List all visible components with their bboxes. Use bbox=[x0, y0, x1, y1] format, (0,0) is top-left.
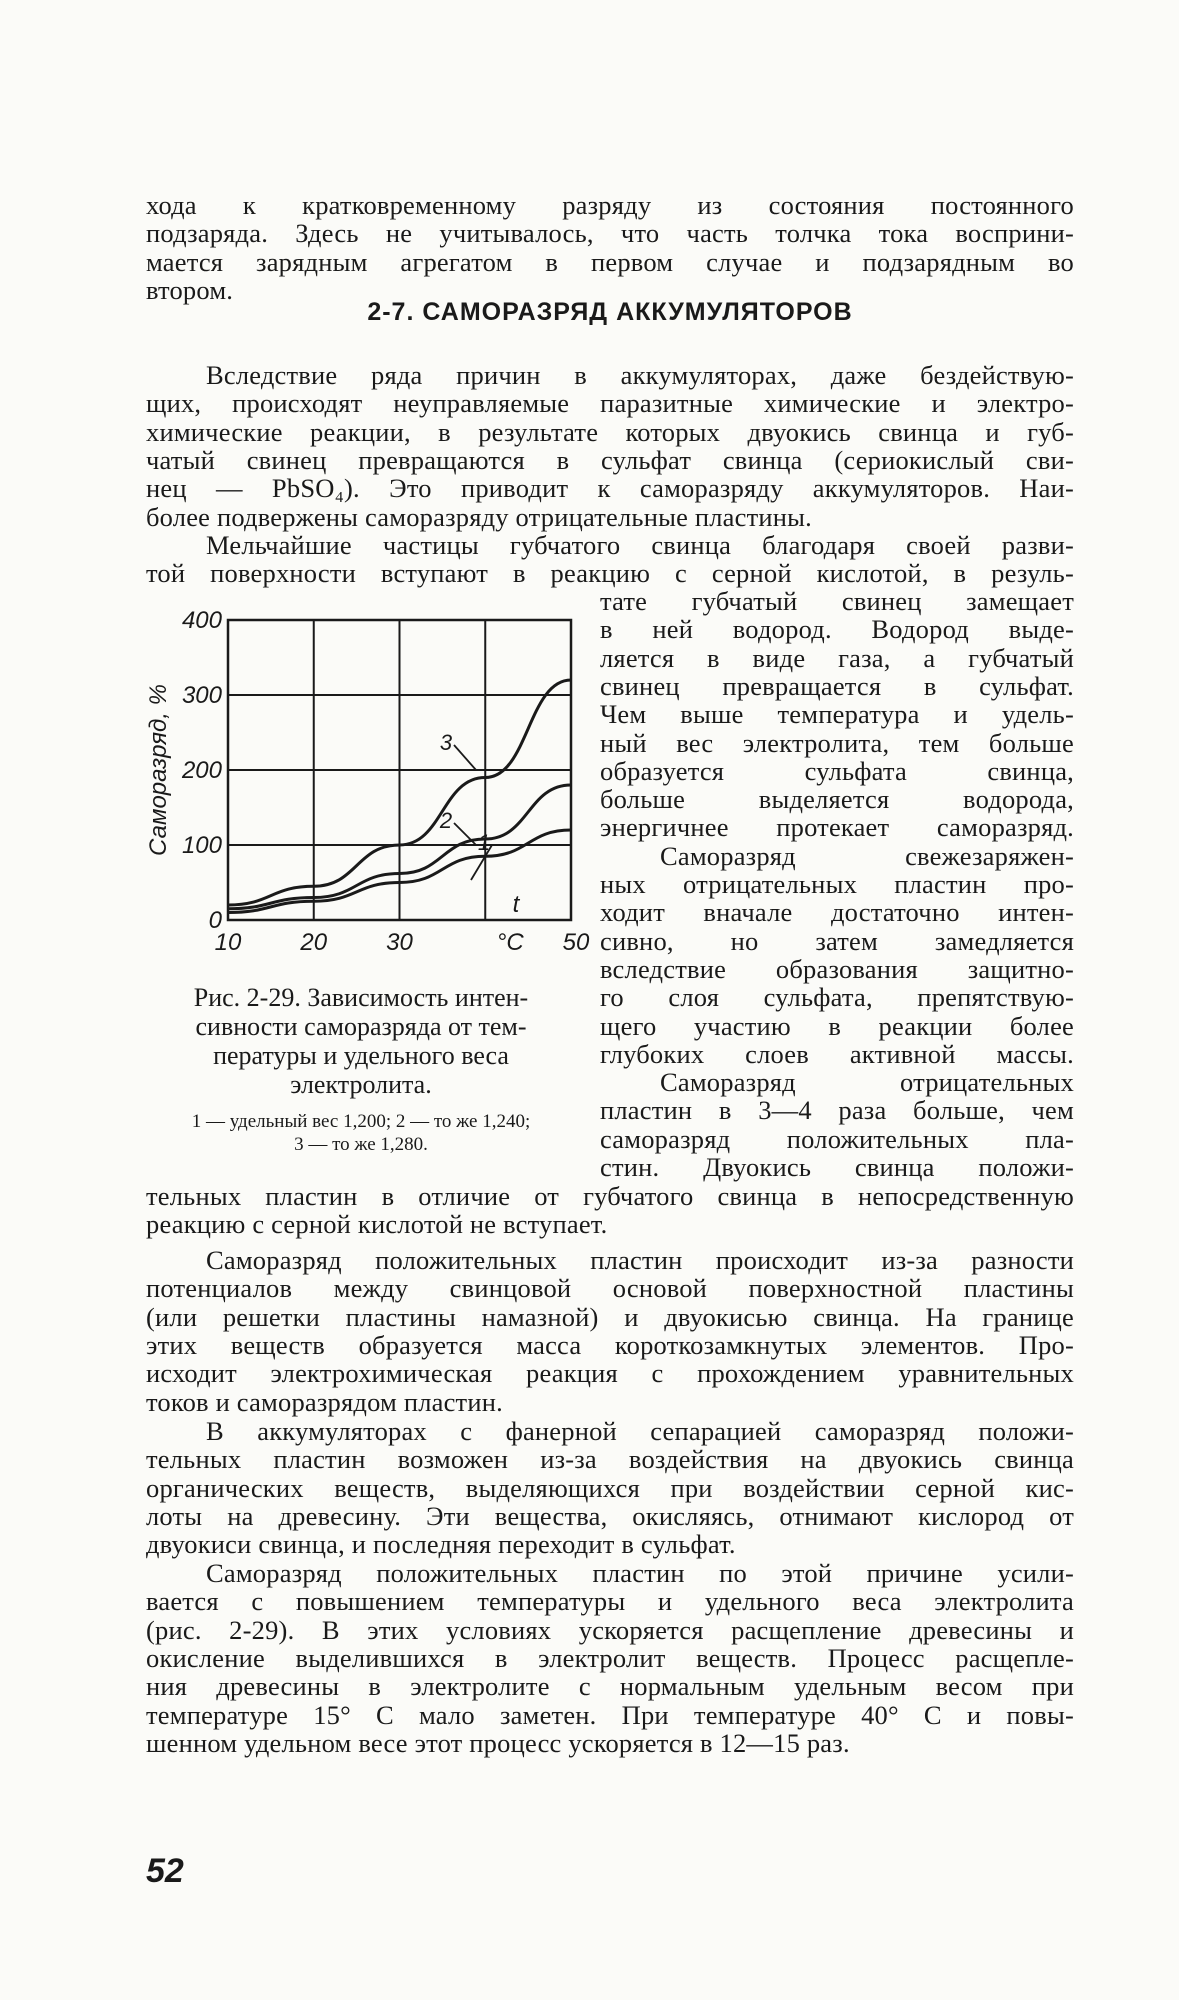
text-line: нец — PbSO₄). Это приводит к саморазряду аккумуляторов. Наи- bbox=[146, 473, 1074, 504]
text-line: этих веществ образуется масса короткозамкнутых элементов. Про- bbox=[146, 1329, 1074, 1360]
text-line: глубоких слоев активной массы. bbox=[600, 1038, 1074, 1069]
text-line: органических веществ, выделяющихся при воздействии серной кис- bbox=[146, 1472, 1074, 1503]
text-line: ных отрицательных пластин про- bbox=[600, 869, 1074, 899]
text-line: Чем выше температура и удель- bbox=[600, 699, 1074, 730]
text-line: тате губчатый свинец замещает bbox=[600, 586, 1074, 616]
text-line: более подвержены саморазряду отрицательные пластины. bbox=[146, 501, 812, 532]
caption-line: электролита. bbox=[290, 1070, 432, 1099]
x-unit-label: °C bbox=[496, 929, 524, 956]
text-line: вается с повышением температуры и удельного веса электролита bbox=[146, 1586, 1074, 1617]
text-line: щего участию в реакции более bbox=[600, 1010, 1074, 1041]
text-line: В аккумуляторах с фанерной сепарацией саморазряд положи- bbox=[206, 1416, 1074, 1446]
chart-labels bbox=[145, 607, 590, 956]
text-line: больше выделяется водорода, bbox=[600, 784, 1074, 815]
page-number: 52 bbox=[146, 1852, 184, 1890]
text-line: (или решетки пластины намазной) и двуокисью свинца. На границе bbox=[146, 1301, 1074, 1332]
text-line: ляется в виде газа, а губчатый bbox=[600, 642, 1074, 673]
text-line: Саморазряд положительных пластин по этой причине усили- bbox=[206, 1558, 1074, 1588]
text-line: втором. bbox=[146, 274, 234, 305]
text-line: исходит электрохимическая реакция с прохождением уравнительных bbox=[146, 1358, 1074, 1389]
text-line: Саморазряд отрицательных bbox=[660, 1067, 1074, 1098]
text-line: Саморазряд положительных пластин происходит из-за разности bbox=[206, 1245, 1074, 1275]
text-line: Мельчайшие частицы губчатого свинца благодаря своей разви- bbox=[206, 530, 1074, 560]
curve-label: 2 bbox=[439, 808, 453, 833]
figure-2-29 bbox=[145, 600, 590, 970]
text-line: ходит вначале достаточно интен- bbox=[600, 897, 1074, 928]
text-line: чатый свинец превращаются в сульфат свинца (сериокислый сви- bbox=[146, 444, 1074, 475]
text-line: Саморазряд свежезаряжен- bbox=[660, 840, 1074, 871]
x-tick-label: 50 bbox=[562, 929, 590, 956]
text-line: стин. Двуокись свинца положи- bbox=[600, 1152, 1074, 1182]
caption-line: пературы и удельного веса bbox=[213, 1041, 509, 1070]
text-line: хода к кратковременному разряду из состояния постоянного bbox=[146, 190, 1074, 220]
text-line: лоты на древесину. Эти вещества, окисляясь, отнимают кислород от bbox=[146, 1500, 1074, 1531]
text-line: сивно, но затем замедляется bbox=[600, 925, 1074, 956]
text-line: в ней водород. Водород выде- bbox=[600, 614, 1074, 645]
text-line: образуется сульфата свинца, bbox=[600, 755, 1074, 786]
x-axis-label: t bbox=[512, 891, 520, 918]
text-line: (рис. 2-29). В этих условиях ускоряется расщепление древесины и bbox=[146, 1614, 1074, 1645]
text-line: саморазряд положительных пла- bbox=[600, 1123, 1074, 1154]
text-line: двуокиси свинца, и последняя переходит в сульфат. bbox=[146, 1529, 736, 1560]
caption-line: Рис. 2-29. Зависимость интен- bbox=[193, 983, 529, 1012]
text-line: ния древесины в электролите с нормальным удельным весом при bbox=[146, 1671, 1074, 1702]
y-tick-label: 200 bbox=[181, 757, 222, 784]
curve-label-leader bbox=[454, 745, 476, 770]
x-tick-label: 30 bbox=[386, 929, 413, 956]
text-line: энергичнее протекает саморазряд. bbox=[600, 812, 1074, 843]
text-line: вследствие образования защитно- bbox=[600, 953, 1074, 984]
text-line: щих, происходят неуправляемые паразитные химические и электро- bbox=[146, 388, 1074, 419]
caption-line: сивности саморазряда от тем- bbox=[195, 1012, 527, 1041]
y-tick-label: 400 bbox=[181, 607, 222, 634]
text-line: температуре 15° С мало заметен. При температуре 40° С и повы- bbox=[146, 1699, 1074, 1730]
text-line: свинец превращается в сульфат. bbox=[600, 670, 1074, 701]
legend-line: 1 — удельный вес 1,200; 2 — то же 1,240; bbox=[191, 1111, 531, 1132]
text-line: тельных пластин возможен из-за воздействия на двуокись свинца bbox=[146, 1444, 1074, 1475]
curve-label: 3 bbox=[439, 730, 453, 755]
x-tick-label: 10 bbox=[214, 929, 242, 956]
text-line: Вследствие ряда причин в аккумуляторах, даже бездействую- bbox=[206, 360, 1074, 390]
section-heading: 2-7. САМОРАЗРЯД АККУМУЛЯТОРОВ bbox=[367, 298, 853, 326]
curve-label: 1 bbox=[477, 830, 491, 855]
y-axis-label: Саморазряд, % bbox=[145, 684, 172, 856]
self-discharge-chart bbox=[145, 600, 590, 970]
y-tick-label: 300 bbox=[181, 682, 222, 709]
text-line: мается зарядным агрегатом в первом случае и подзарядным во bbox=[146, 246, 1074, 277]
text-line: токов и саморазрядом пластин. bbox=[146, 1386, 503, 1417]
text-line: го слоя сульфата, препятствую- bbox=[600, 982, 1074, 1013]
text-line: ный вес электролита, тем больше bbox=[600, 727, 1074, 758]
x-tick-label: 20 bbox=[300, 929, 328, 956]
legend-line: 3 — то же 1,280. bbox=[294, 1134, 428, 1155]
text-line: реакцию с серной кислотой не вступает. bbox=[146, 1209, 608, 1240]
text-line: окисление выделившихся в электролит веществ. Процесс расщепле- bbox=[146, 1642, 1074, 1673]
text-line: шенном удельном весе этот процесс ускоряется в 12—15 раз. bbox=[146, 1727, 850, 1758]
text-line: той поверхности вступают в реакцию с серной кислотой, в резуль- bbox=[146, 558, 1074, 589]
text-line: тельных пластин в отличие от губчатого свинца в непосредственную bbox=[146, 1181, 1074, 1211]
text-line: подзаряда. Здесь не учитывалось, что часть толчка тока восприни- bbox=[146, 218, 1074, 249]
text-line: пластин в 3—4 раза больше, чем bbox=[600, 1095, 1074, 1126]
text-line: потенциалов между свинцовой основой поверхностной пластины bbox=[146, 1273, 1074, 1304]
text-line: химические реакции, в результате которых двуокись свинца и губ- bbox=[146, 416, 1074, 447]
y-tick-label: 0 bbox=[208, 907, 222, 934]
y-tick-label: 100 bbox=[181, 832, 222, 859]
